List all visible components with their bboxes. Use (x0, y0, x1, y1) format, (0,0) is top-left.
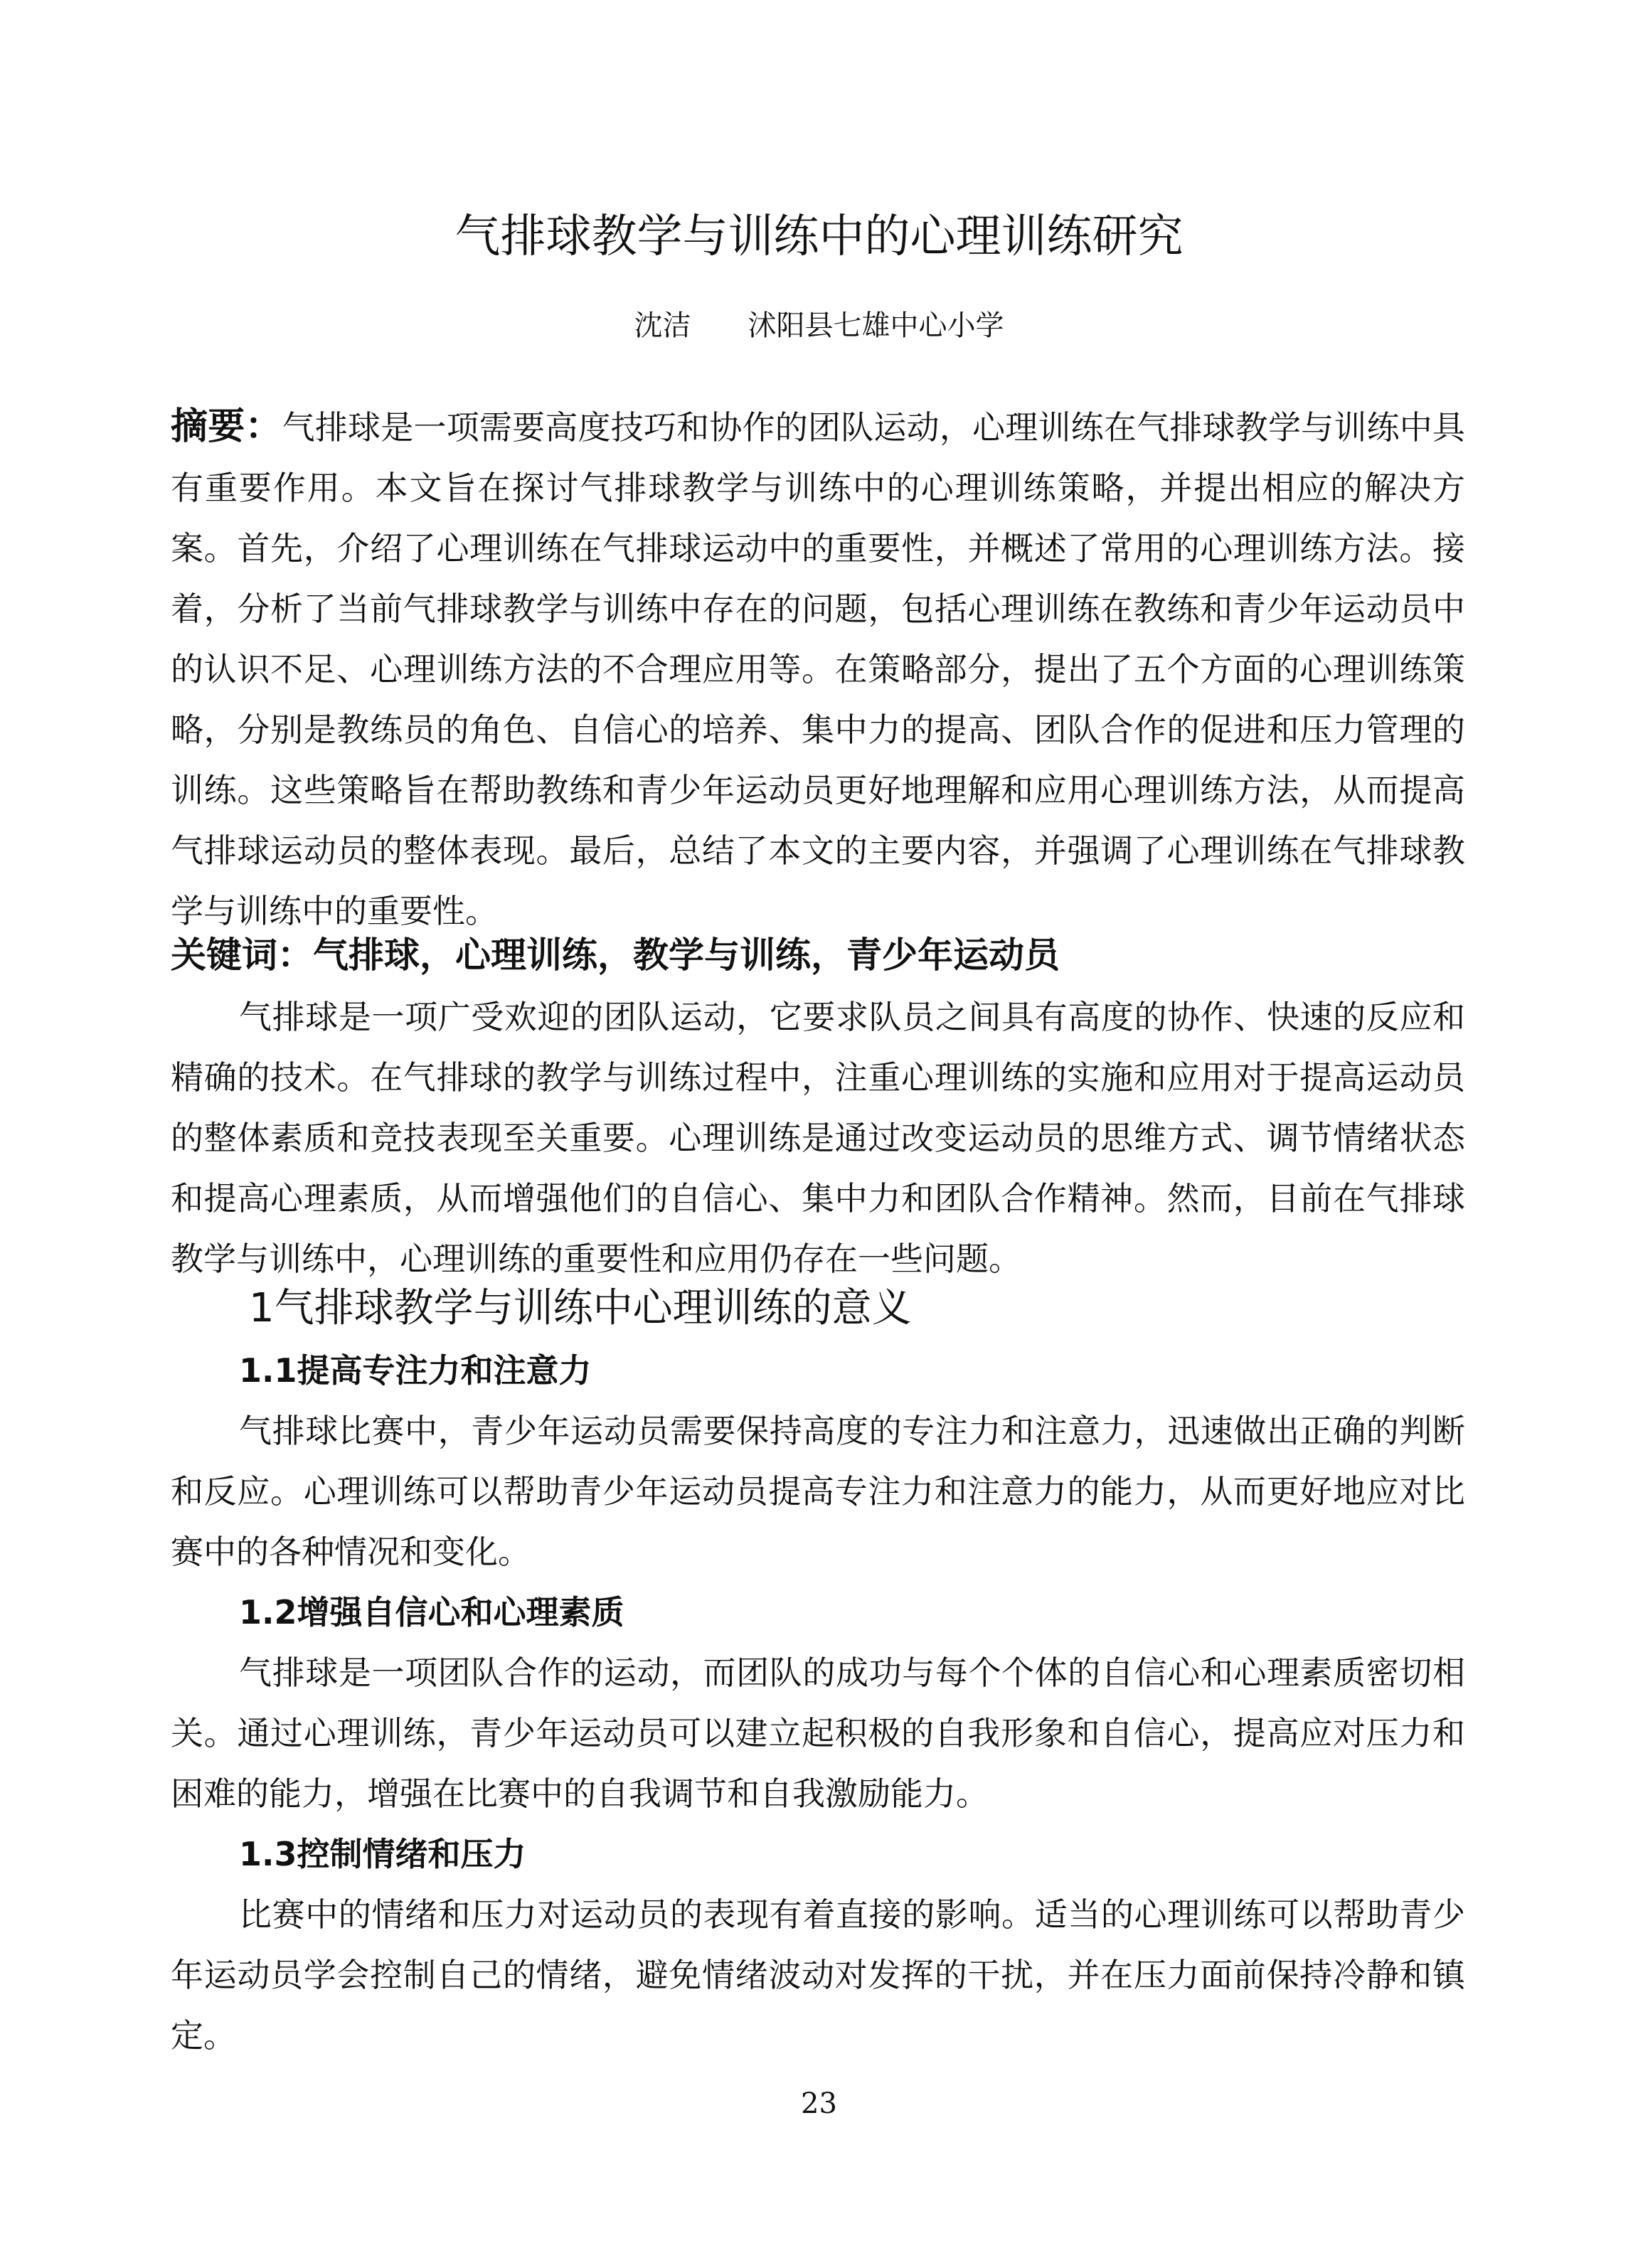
intro-paragraph: 气排球是一项广受欢迎的团队运动，它要求队员之间具有高度的协作、快速的反应和精确的技术。在气排球的教学与训练过程中，注重心理训练的实施和应用对于提高运动员的整体素质和竞技表现至关重要。心理训练是通过改变运动员的思维方式、调节情绪状态和提高心理素质，从而增强他们的自信心、集中力和团队合作精神。然而，目前在气排球教学与训练中，心理训练的重要性和应用仍存在一些问题。 (171, 998, 1465, 1278)
paper-title: 气排球教学与训练中的心理训练研究 (454, 211, 1184, 263)
subsection-1-3-heading: 1.3控制情绪和压力 (239, 1835, 526, 1873)
author-line (0, 304, 1638, 347)
abstract-label: 摘要： (171, 405, 282, 448)
author-affiliation: 沭阳县七雄中心小学 (748, 309, 1004, 342)
subsection-1-1-paragraph: 气排球比赛中，青少年运动员需要保持高度的专注力和注意力，迅速做出正确的判断和反应。心理训练可以帮助青少年运动员提高专注力和注意力的能力，从而更好地应对比赛中的各种情况和变化。 (171, 1412, 1465, 1571)
subsection-1-2-heading: 1.2增强自信心和心理素质 (239, 1593, 624, 1631)
author-name: 沈洁 (634, 309, 691, 342)
abstract (171, 397, 1465, 942)
subsection-1-1-heading: 1.1提高专注力和注意力 (239, 1351, 592, 1390)
subsection-1-2-paragraph: 气排球是一项团队合作的运动，而团队的成功与每个个体的自信心和心理素质密切相关。通过心理训练，青少年运动员可以建立起积极的自我形象和自信心，提高应对压力和困难的能力，增强在比赛中的自我调节和自我激励能力。 (171, 1654, 1465, 1813)
page-number: 23 (801, 2087, 837, 2120)
abstract-text: 气排球是一项需要高度技巧和协作的团队运动，心理训练在气排球教学与训练中具有重要作用。本文旨在探讨气排球教学与训练中的心理训练策略，并提出相应的解决方案。首先，介绍了心理训练在气排球运动中的重要性，并概述了常用的心理训练方法。接着，分析了当前气排球教学与训练中存在的问题，包括心理训练在教练和青少年运动员中的认识不足、心理训练方法的不合理应用等。在策略部分，提出了五个方面的心理训练策略，分别是教练员的角色、自信心的培养、集中力的提高、团队合作的促进和压力管理的训练。这些策略旨在帮助教练和青少年运动员更好地理解和应用心理训练方法，从而提高气排球运动员的整体表现。最后，总结了本文的主要内容，并强调了心理训练在气排球教学与训练中的重要性。 (171, 408, 1465, 930)
section-1-heading: 1气排球教学与训练中心理训练的意义 (249, 1285, 912, 1331)
keywords: 关键词：气排球，心理训练，教学与训练，青少年运动员 (171, 935, 1060, 976)
subsection-1-3-paragraph: 比赛中的情绪和压力对运动员的表现有着直接的影响。适当的心理训练可以帮助青少年运动员学会控制自己的情绪，避免情绪波动对发挥的干扰，并在压力面前保持冷静和镇定。 (171, 1895, 1465, 2055)
